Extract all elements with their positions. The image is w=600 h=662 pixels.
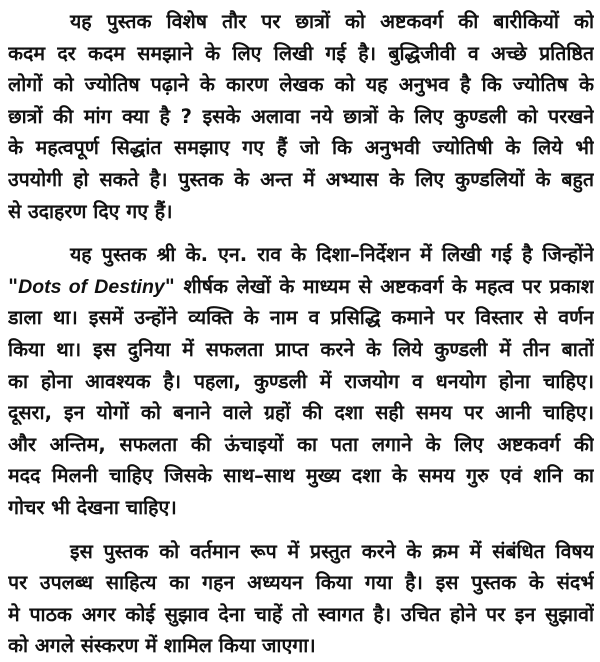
text-line: दूसरा, इन योगों को बनाने वाले ग्रहों की दशा सही समय पर आनी चाहिए। bbox=[8, 401, 594, 425]
text-line: डाला था। इसमें उन्होंने व्यक्ति के नाम व प्रसिद्धि कमाने पर विस्तार से वर्णन bbox=[8, 306, 594, 330]
text-line: और अन्तिम, सफलता की ऊंचाइयों का पता लगाने के लिए अष्टकवर्ग की bbox=[8, 432, 594, 456]
text-line: उपयोगी हो सकते है। पुस्तक के अन्त में अभ्यास के लिए कुण्डलियों के बहुत bbox=[8, 167, 594, 191]
text-line-with-title: "Dots of Destiny" शीर्षक लेखों के माध्यम से अष्टकवर्ग के महत्व पर प्रकाश bbox=[8, 274, 594, 298]
text-line: मे पाठक अगर कोई सुझाव देना चाहें तो स्वागत है। उचित होने पर इन सुझावों bbox=[8, 602, 594, 626]
text-line: इस पुस्तक को वर्तमान रूप में प्रस्तुत करने के क्रम में संबंधित विषय bbox=[70, 539, 594, 563]
text-line: का होना आवश्यक है। पहला, कुण्डली में राजयोग व धनयोग होना चाहिए। bbox=[8, 369, 594, 393]
paragraph-3 bbox=[8, 536, 594, 662]
text-line: के महत्वपूर्ण सिद्धांत समझाए गए हैं जो कि अनुभवी ज्योतिषी के लिये भी bbox=[8, 136, 594, 160]
paragraph-1 bbox=[8, 6, 594, 227]
paragraph-2 bbox=[8, 239, 594, 523]
text-line: कदम दर कदम समझाने के लिए लिखी गई है। बुद्धिजीवी व अच्छे प्रतिष्ठित bbox=[8, 41, 594, 65]
text-line: से उदाहरण दिए गए हैं। bbox=[8, 199, 173, 223]
text-line: छात्रों की मांग क्या है ? इसके अलावा नये छात्रों के लिए कुण्डली को परखने bbox=[8, 104, 594, 128]
text-line: गोचर भी देखना चाहिए। bbox=[8, 495, 177, 519]
text-line: मदद मिलनी चाहिए जिसके साथ–साथ मुख्य दशा के समय गुरु एवं शनि का bbox=[8, 464, 594, 488]
text-line: किया था। इस दुनिया में सफलता प्राप्त करने के लिये कुण्डली में तीन बातों bbox=[8, 337, 594, 361]
text-line: को अगले संस्करण में शामिल किया जाएगा। bbox=[8, 634, 316, 658]
document-page bbox=[8, 6, 594, 662]
book-title-emphasis: Dots of Destiny bbox=[18, 275, 165, 298]
text-line: यह पुस्तक विशेष तौर पर छात्रों को अष्टकवर्ग की बारीकियों को bbox=[70, 10, 594, 33]
text-line: यह पुस्तक श्री के. एन. राव के दिशा–निर्देशन में लिखी गई है जिन्होंने bbox=[70, 243, 594, 267]
text-line: लोगों को ज्योतिष पढ़ाने के कारण लेखक को यह अनुभव है कि ज्योतिष के bbox=[8, 73, 594, 97]
text-line: पर उपलब्ध साहित्य का गहन अध्ययन किया गया है। इस पुस्तक के संदर्भ bbox=[8, 571, 594, 595]
